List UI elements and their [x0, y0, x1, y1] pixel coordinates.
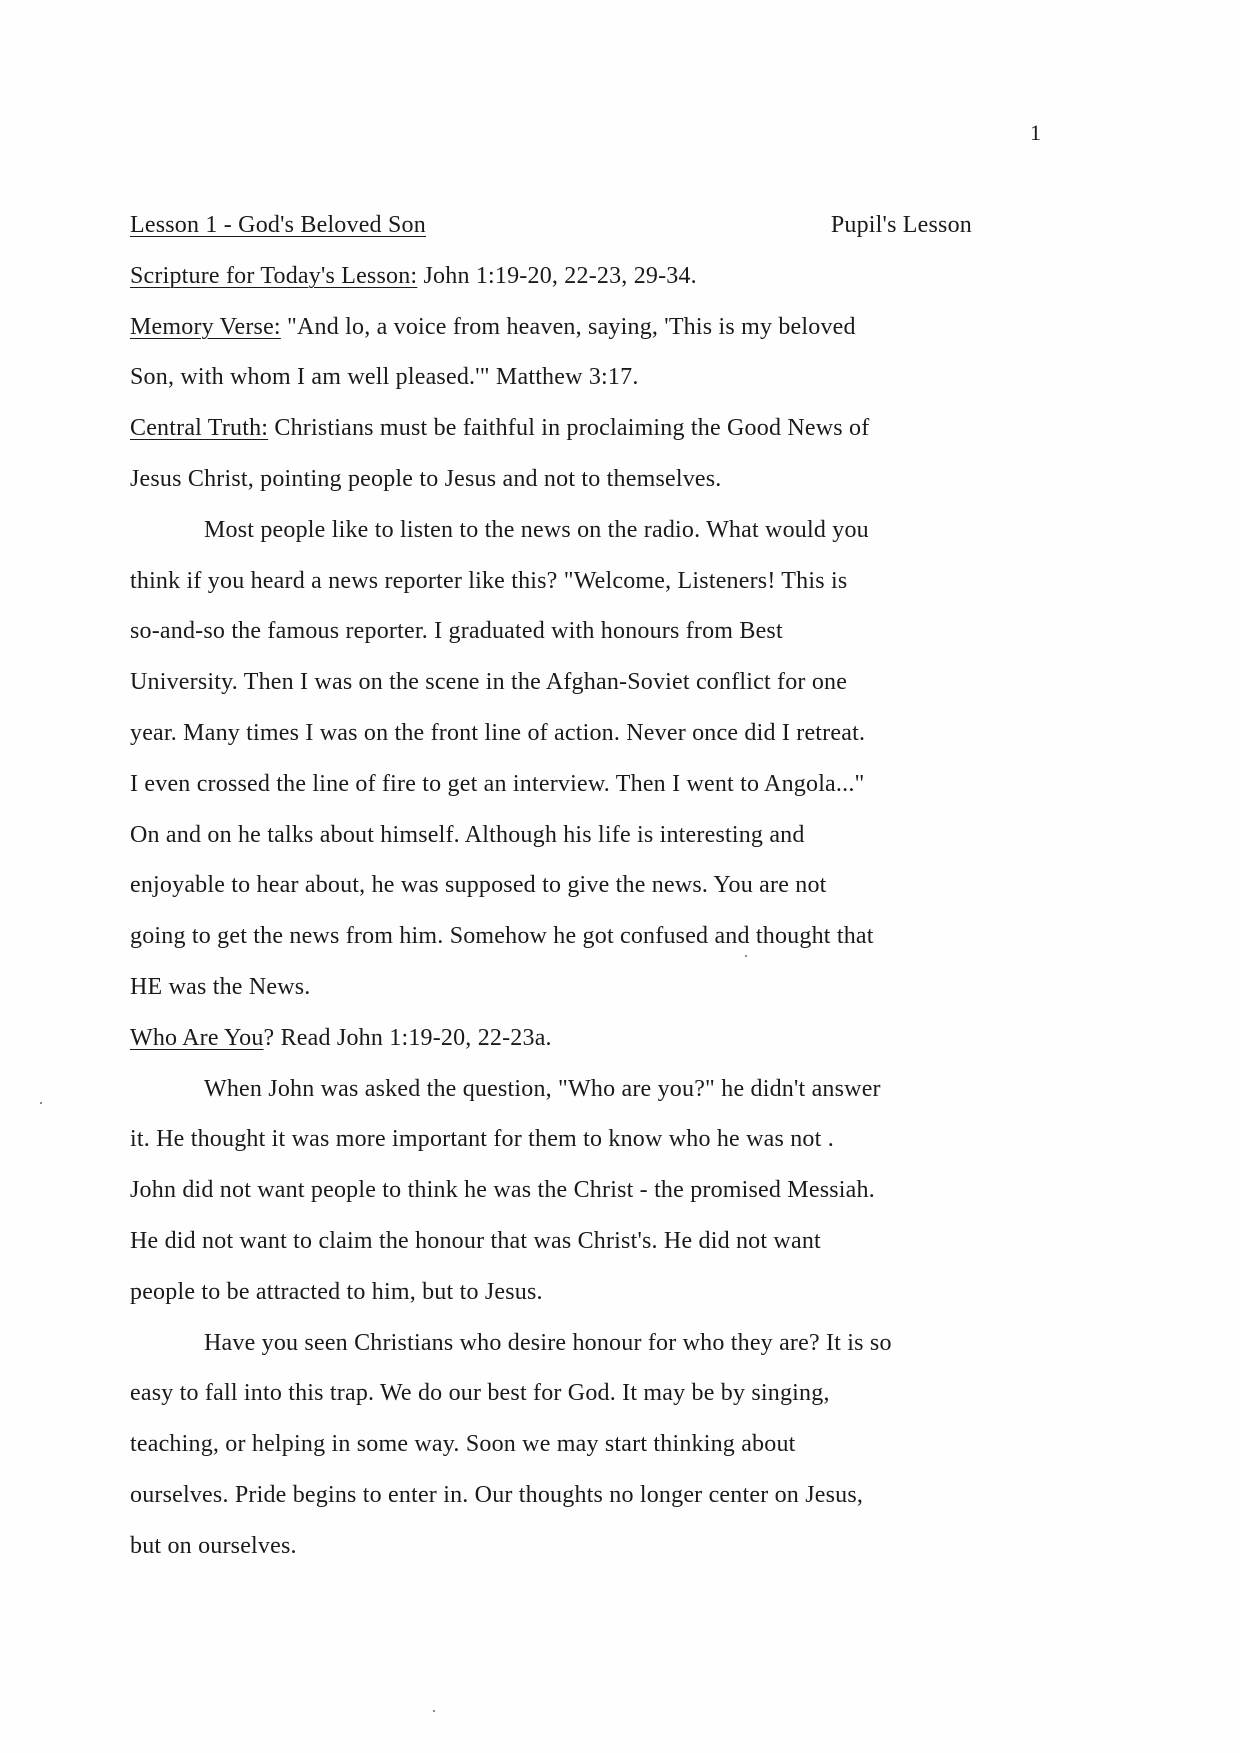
paragraph-line: University. Then I was on the scene in the Afghan-Soviet conflict for one	[130, 669, 848, 696]
paragraph-line: HE was the News.	[130, 973, 311, 1000]
paragraph-line: He did not want to claim the honour that was Christ's. He did not want	[130, 1227, 821, 1254]
lesson-header	[130, 200, 972, 251]
paragraph-line: people to be attracted to him, but to Jesus.	[130, 1278, 543, 1305]
paragraph-line: Most people like to listen to the news on the radio. What would you	[204, 516, 869, 543]
paragraph-line: teaching, or helping in some way. Soon we may start thinking about	[130, 1431, 796, 1458]
memory-verse-label: Memory Verse:	[130, 313, 281, 340]
paragraph-line: think if you heard a news reporter like this? "Welcome, Listeners! This is	[130, 567, 848, 594]
page-number: 1	[1030, 120, 1041, 145]
section-heading-suffix: ? Read John 1:19-20, 22-23a.	[263, 1024, 552, 1051]
paragraph-line: it. He thought it was more important for them to know who he was not .	[130, 1126, 834, 1153]
paragraph-1	[130, 505, 1030, 1013]
paragraph-line: Have you seen Christians who desire honour for who they are? It is so	[204, 1329, 892, 1356]
paragraph-line: so-and-so the famous reporter. I graduated with honours from Best	[130, 618, 783, 645]
paragraph-line: John did not want people to think he was the Christ - the promised Messiah.	[130, 1177, 875, 1204]
scripture-line	[130, 251, 1030, 302]
section-heading: Who Are You	[130, 1024, 264, 1051]
paragraph-line: enjoyable to hear about, he was supposed to give the news. You are not	[130, 872, 827, 899]
memory-verse-line-2: Son, with whom I am well pleased.'" Matthew 3:17.	[130, 364, 639, 391]
lesson-type: Pupil's Lesson	[830, 212, 972, 238]
scan-speck	[40, 1102, 42, 1104]
central-truth-label: Central Truth:	[130, 415, 269, 442]
paragraph-line: easy to fall into this trap. We do our best for God. It may be by singing,	[130, 1380, 830, 1407]
central-truth-line-1	[130, 403, 1030, 454]
paragraph-line: When John was asked the question, "Who are you?" he didn't answer	[204, 1075, 881, 1102]
paragraph-3	[130, 1318, 1030, 1572]
paragraph-line: but on ourselves.	[130, 1532, 297, 1559]
paragraph-2	[130, 1064, 1030, 1318]
section-heading-line	[130, 1013, 1030, 1064]
memory-verse-line-1	[130, 302, 1030, 353]
paragraph-line: ourselves. Pride begins to enter in. Our thoughts no longer center on Jesus,	[130, 1481, 864, 1508]
scan-speck	[745, 955, 747, 957]
scripture-text: John 1:19-20, 22-23, 29-34.	[423, 262, 697, 289]
scripture-label: Scripture for Today's Lesson:	[130, 262, 418, 289]
paragraph-line: going to get the news from him. Somehow he got confused and thought that	[130, 923, 874, 950]
central-truth-text-1: Christians must be faithful in proclaiming the Good News of	[274, 415, 870, 442]
lesson-title: Lesson 1 - God's Beloved Son	[130, 212, 426, 238]
scan-speck	[433, 1710, 435, 1712]
central-truth-line-2: Jesus Christ, pointing people to Jesus and not to themselves.	[130, 465, 722, 492]
memory-verse-text-1: "And lo, a voice from heaven, saying, 'This is my beloved	[287, 313, 856, 340]
lesson-body	[130, 200, 1030, 1572]
paragraph-line: I even crossed the line of fire to get an interview. Then I went to Angola..."	[130, 770, 865, 797]
paragraph-line: On and on he talks about himself. Although his life is interesting and	[130, 821, 805, 848]
paragraph-line: year. Many times I was on the front line of action. Never once did I retreat.	[130, 719, 866, 746]
